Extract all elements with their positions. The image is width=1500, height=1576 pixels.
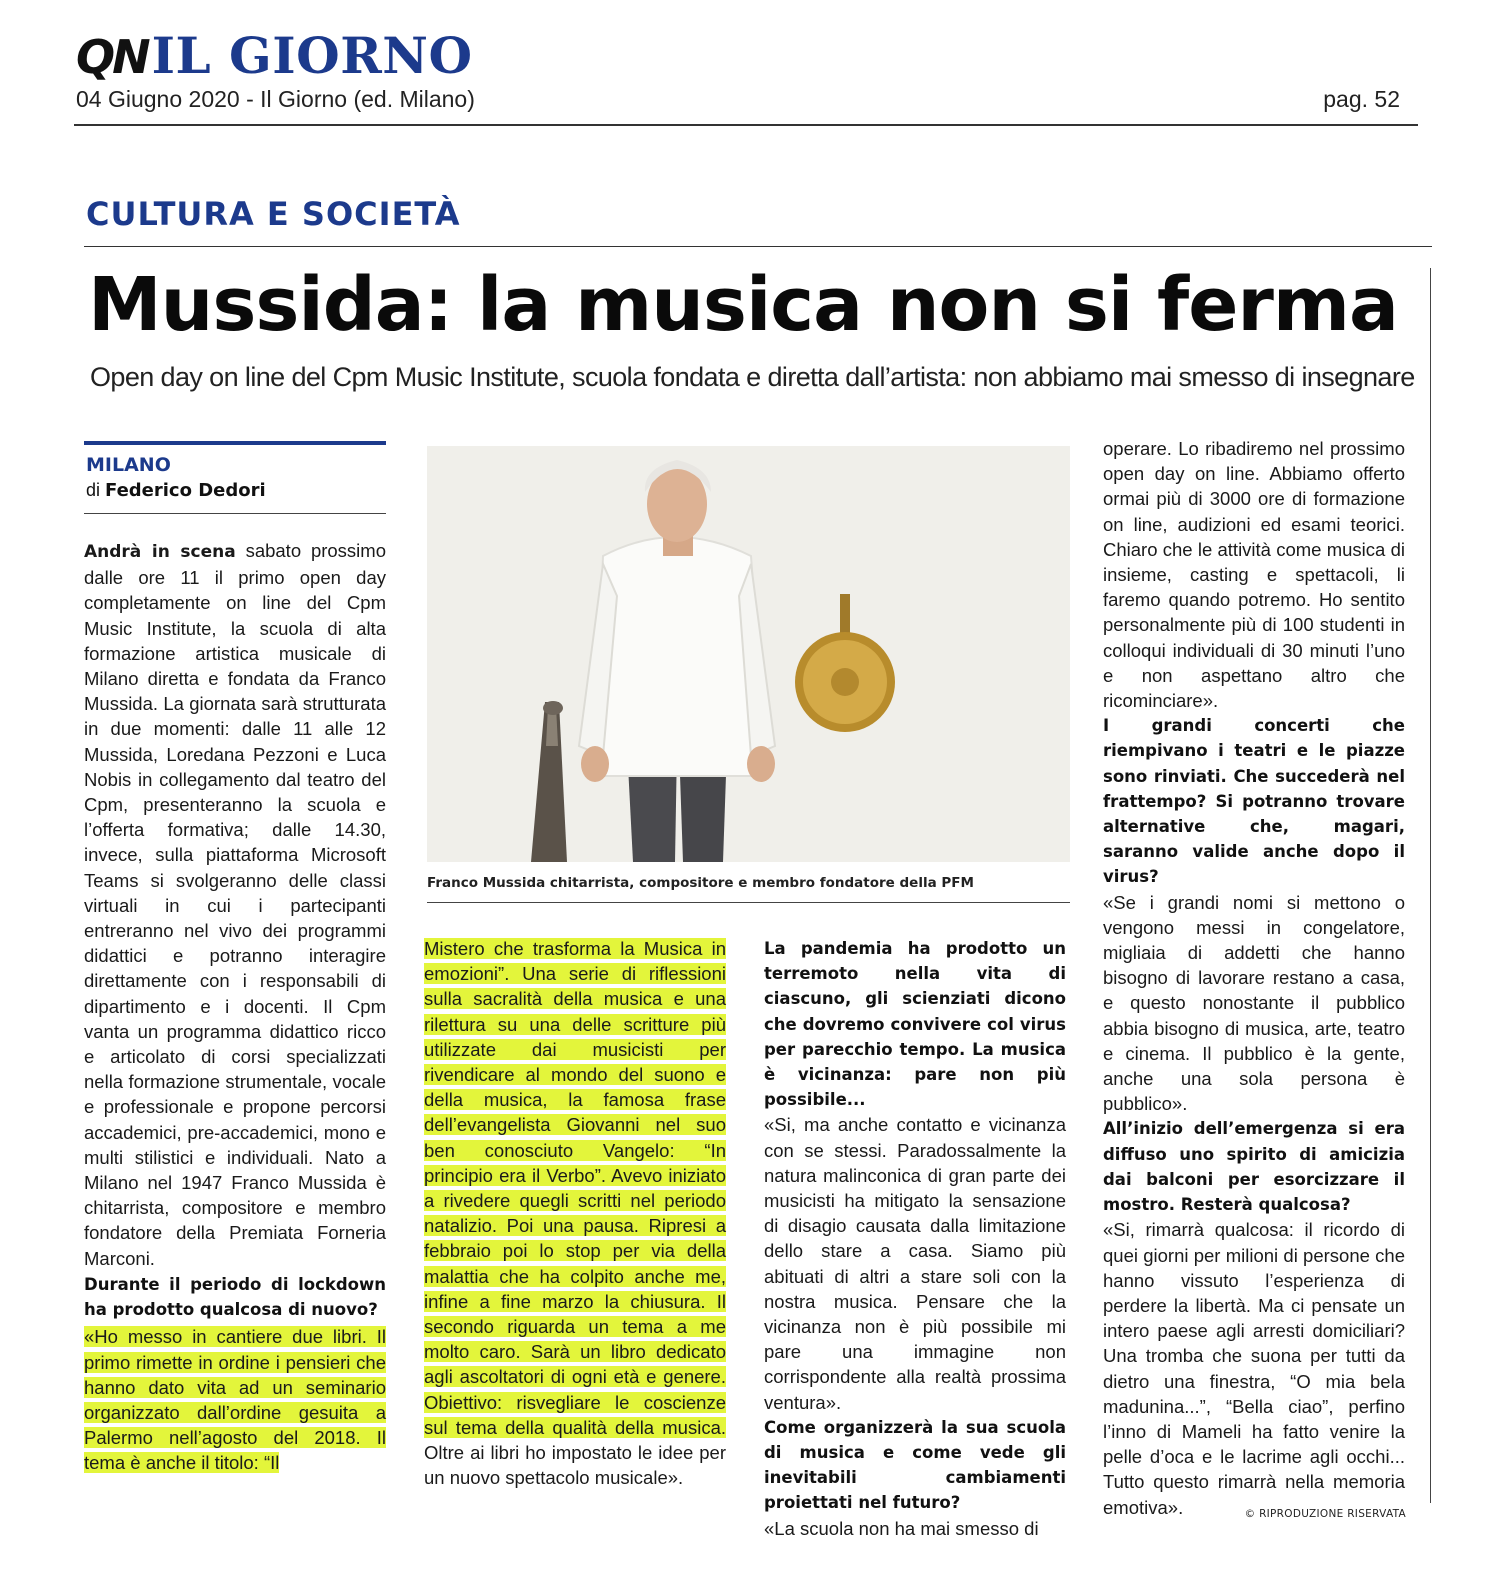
interview-question: I grandi concerti che riempivano i teatri e le piazze sono rinviati. Che succederà nel frattempo? Si potranno trovare alternative che, magari, saranno valide anche dopo il virus? [1103, 716, 1405, 887]
interview-answer-continued: operare. Lo ribadiremo nel prossimo open day on line. Abbiamo offerto ormai più di 3000 ore di formazione on line, audizioni ed esami teorici. Chiaro che le attività come musica di insieme, casting e spettacoli, li faremo quando potremo. Ho sentito personalmente più di 100 studenti in colloqui individuali di 30 minuti l’uno e non aspettano altro che ricominciare». [1103, 438, 1405, 712]
answer-text: Oltre ai libri ho impostato le idee per un nuovo spettacolo musicale». [424, 1442, 726, 1489]
interview-question: La pandemia ha prodotto un terremoto nella vita di ciascuno, gli scienziati dicono che dovremo convivere col virus per parecchio tempo. La musica è vicinanza: pare non più possibile... [764, 939, 1066, 1110]
lead-bold: Andrà in scena [84, 542, 236, 562]
interview-answer-continued [424, 936, 726, 1490]
interview-answer: «Se i grandi nomi si mettono o vengono messi in congelatore, migliaia di addetti che hanno bisogno di lavorare restano a casa, e questo nonostante il pubblico abbia bisogno di musica, arte, teatro e cinema. Il pubblico è la gente, anche una sola persona è pubblico». [1103, 891, 1405, 1115]
interview-question: Durante il periodo di lockdown ha prodotto qualcosa di nuovo? [84, 1274, 386, 1320]
interview-answer: «La scuola non ha mai smesso di [764, 1517, 1039, 1539]
photo-caption: Franco Mussida chitarrista, compositore e membro fondatore della PFM [427, 875, 974, 891]
page-number: pag. 52 [1323, 86, 1400, 112]
byline-prefix: di [86, 480, 106, 500]
copyright-notice: © RIPRODUZIONE RISERVATA [1244, 1508, 1406, 1520]
highlighted-text: Mistero che trasforma la Musica in emozioni”. Una serie di riflessioni sulla sacralità della musica e una rilettura su una delle scritture più utilizzate dai musicisti per rivendicare al mondo del suono e della musica, la famosa frase dell’evangelista Giovanni nel suo ben conosciuto Vangelo: “In principio era il Verbo”. Avevo iniziato a rivedere quegli scritti nel periodo natalizio. Poi una pausa. Ripresi a febbraio poi lo stop per via della malattia che ha colpito anche me, infine a fine marzo la chiusura. Il secondo riguarda un tema a me molto caro. Sarà un libro dedicato agli ascoltatori di ogni età e genere. Obiettivo: risvegliare le coscienze sul tema della qualità della musica. [424, 938, 726, 1438]
lead-paragraph [84, 538, 386, 1271]
byline-author [86, 480, 266, 501]
article-column-4 [1103, 436, 1405, 1520]
lead-text: sabato prossimo dalle ore 11 il primo open day completamente on line del Cpm Music Institute, la scuola di alta formazione artistica musicale di Milano diretta e fondata da Franco Mussida. La giornata sarà strutturata in due momenti: dalle 11 alle 12 Mussida, Loredana Pezzoni e Luca Nobis in collegamento dal teatro del Cpm, presenteranno la scuola e l’offerta formativa; dalle 14.30, invece, sulla piattaforma Microsoft Teams si svolgeranno delle classi virtuali in cui i partecipanti entreranno nel vivo dei programmi didattici e potranno interagire direttamente con i responsabili di dipartimento e i docenti. Il Cpm vanta un programma didattico ricco e articolato di corsi specializzati nella formazione strumentale, vocale e professionale e propone percorsi accademici, pre-accademici, mono e multi stilistici e individuali. Nato a Milano nel 1947 Franco Mussida è chitarrista, compositore e membro fondatore della Premiata Forneria Marconi. [84, 540, 386, 1269]
article-headline: Mussida: la musica non si ferma [88, 262, 1398, 348]
byline-accent-bar [84, 441, 386, 445]
caption-divider [427, 902, 1070, 903]
interview-answer [84, 1324, 386, 1475]
highlighted-text: «Ho messo in cantiere due libri. Il primo rimette in ordine i pensieri che hanno dato vita ad un seminario organizzato dall’ordine gesuita a Palermo nell’agosto del 2018. Il tema è anche il titolo: “Il [84, 1326, 386, 1474]
masthead-logo [76, 26, 473, 85]
section-divider [84, 246, 1432, 247]
dateline: 04 Giugno 2020 - Il Giorno (ed. Milano) [76, 86, 475, 112]
article-column-2 [424, 936, 726, 1490]
section-title: CULTURA E SOCIETÀ [86, 195, 461, 233]
byline-divider [84, 513, 386, 514]
qn-logo: QN [76, 30, 148, 84]
article-photo [427, 446, 1070, 862]
interview-question: All’inizio dell’emergenza si era diffuso uno spirito di amicizia dai balconi per esorcizzare il mostro. Resterà qualcosa? [1103, 1119, 1405, 1215]
photo-illustration [427, 446, 1070, 862]
interview-answer: «Si, rimarrà qualcosa: il ricordo di quei giorni per milioni di persone che hanno vissuto l’esperienza di perdere la libertà. Ma ci pensate un intero paese agli arresti domiciliari? Una tromba che suona per tutti da dietro una finestra, “O mia bela madunina...”, “Bella ciao”, perfino l’inno di Mameli ha fatto venire la pelle d’oca e le lacrime agli occhi... Tutto questo rimarrà nella memoria emotiva». [1103, 1219, 1405, 1518]
interview-answer: «Si, ma anche contatto e vicinanza con se stessi. Paradossalmente la natura malinconica di gran parte dei musicisti ha mitigato la sensazione di disagio causata dalla limitazione dello stare a casa. Siamo più abituati di altri a stare soli con la nostra musica. Pensare che la vicinanza non è più possibile mi pare una immagine non corrispondente alla realtà prossima ventura». [764, 1114, 1066, 1413]
header-divider [74, 124, 1418, 126]
article-column-3 [764, 936, 1066, 1541]
interview-question: Come organizzerà la sua scuola di musica e come vede gli inevitabili cambiamenti proiettati nel futuro? [764, 1417, 1066, 1513]
author-name: Federico Dedori [105, 480, 266, 501]
newspaper-name: IL GIORNO [151, 26, 473, 85]
article-column-1 [84, 538, 386, 1476]
article-subtitle: Open day on line del Cpm Music Institute, scuola fondata e diretta dall’artista: non abbiamo mai smesso di insegnare [90, 362, 1415, 392]
byline-city: MILANO [86, 454, 171, 476]
right-border-line [1430, 268, 1431, 1503]
